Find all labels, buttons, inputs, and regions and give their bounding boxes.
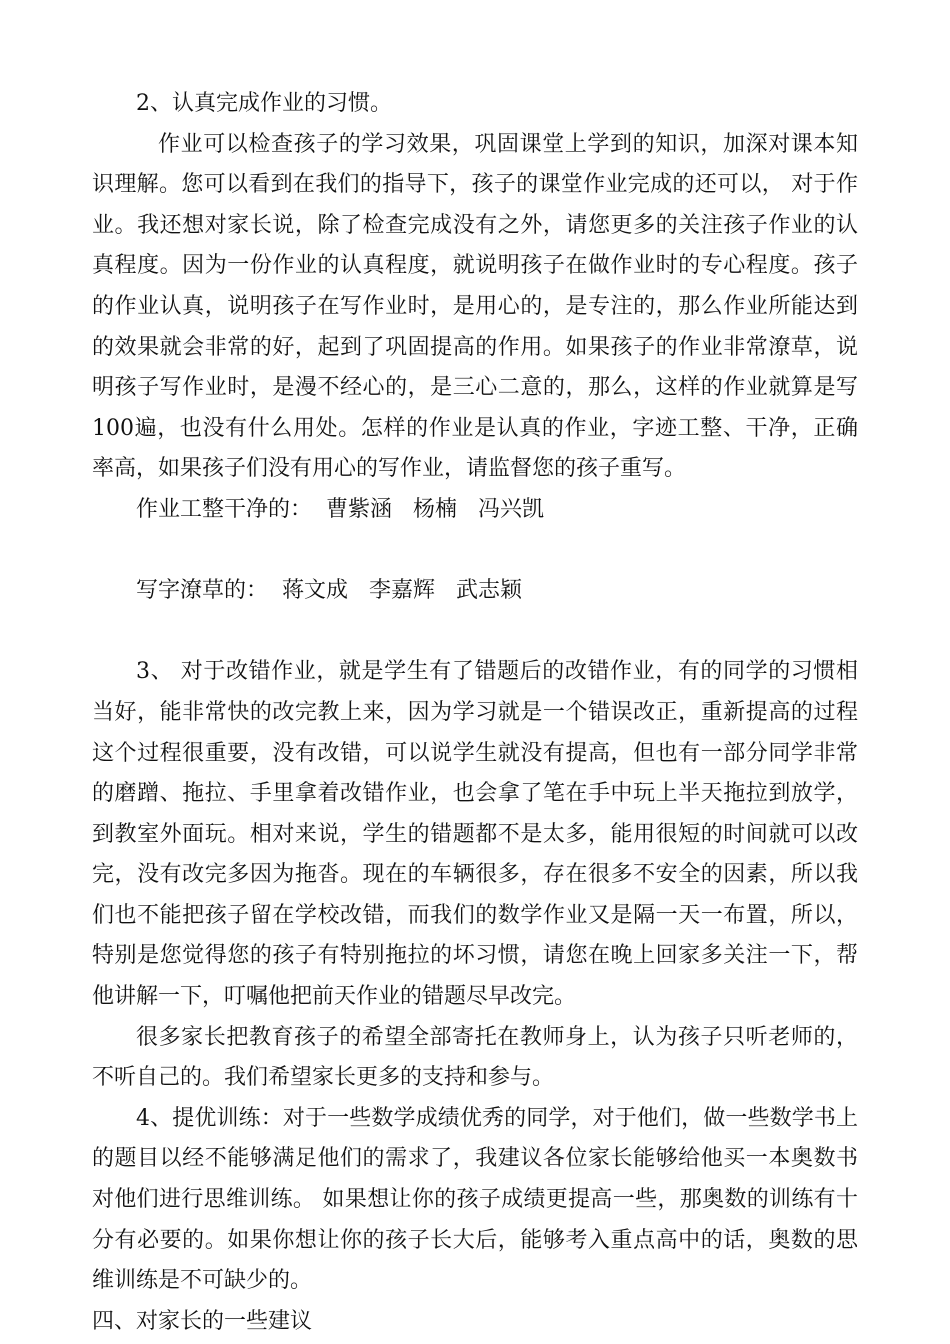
neat-homework-label: 作业工整干净的： bbox=[136, 496, 313, 522]
parents-paragraph: 很多家长把教育孩子的希望全部寄托在教师身上，认为孩子只听老师的，不听自己的。我们希望家长更多的支持和参与。 bbox=[92, 1024, 858, 1091]
item2-heading: 2、认真完成作业的习惯。 bbox=[136, 91, 392, 116]
student-name: 李嘉辉 bbox=[369, 578, 436, 604]
item4-paragraph: 4、提优训练：对于一些数学成绩优秀的同学，对于他们，做一些数学书上的题目以经不能够满足他们的需求了，我建议各位家长能够给他买一本奥数书对他们进行思维训练。 如果想让你的孩子成绩更提高一些，那奥数的训练有十分有必要的。如果你想让你的孩子长大后，能够考入重点高中的话，奥数的思维训练是不可缺少的。 bbox=[92, 1105, 858, 1294]
document-body bbox=[92, 84, 858, 1342]
item2-paragraph: 作业可以检查孩子的学习效果，巩固课堂上学到的知识，加深对课本知识理解。您可以看到在我们的指导下，孩子的课堂作业完成的还可以， 对于作业。我还想对家长说，除了检查完成没有之外，请您更多的关注孩子作业的认真程度。因为一份作业的认真程度，就说明孩子在做作业时的专心程度。孩子的作业认真，说明孩子在写作业时，是用心的，是专注的，那么作业所能达到的效果就会非常的好，起到了巩固提高的作用。如果孩子的作业非常潦草，说明孩子写作业时，是漫不经心的，是三心二意的，那么，这样的作业就算是写100遍，也没有什么用处。怎样的作业是认真的作业，字迹工整、干净，正确率高，如果孩子们没有用心的写作业，请监督您的孩子重写。 bbox=[92, 131, 858, 482]
sloppy-writing-label: 写字潦草的： bbox=[136, 578, 269, 604]
student-name: 曹紫涵 bbox=[326, 496, 393, 522]
item3-paragraph: 3、 对于改错作业，就是学生有了错题后的改错作业，有的同学的习惯相当好，能非常快的改完教上来，因为学习就是一个错误改正，重新提高的过程这个过程很重要，没有改错，可以说学生就没有提高，但也有一部分同学非常的磨蹭、拖拉、手里拿着改错作业，也会拿了笔在手中玩上半天拖拉到放学，到教室外面玩。相对来说，学生的错题都不是太多，能用很短的时间就可以改完，没有改完多因为拖沓。现在的车辆很多，存在很多不安全的因素，所以我们也不能把孩子留在学校改错，而我们的数学作业又是隔一天一布置，所以，特别是您觉得您的孩子有特别拖拉的坏习惯，请您在晚上回家多关注一下，帮他讲解一下，叮嘱他把前天作业的错题尽早改完。 bbox=[92, 659, 858, 1010]
student-name: 武志颖 bbox=[456, 578, 523, 604]
neat-homework-line bbox=[92, 490, 858, 531]
sloppy-writing-line bbox=[92, 571, 858, 612]
student-name: 冯兴凯 bbox=[478, 496, 545, 522]
student-name: 杨楠 bbox=[413, 496, 458, 522]
section4-heading: 四、对家长的一些建议 bbox=[92, 1308, 313, 1334]
student-name: 蒋文成 bbox=[282, 578, 349, 604]
